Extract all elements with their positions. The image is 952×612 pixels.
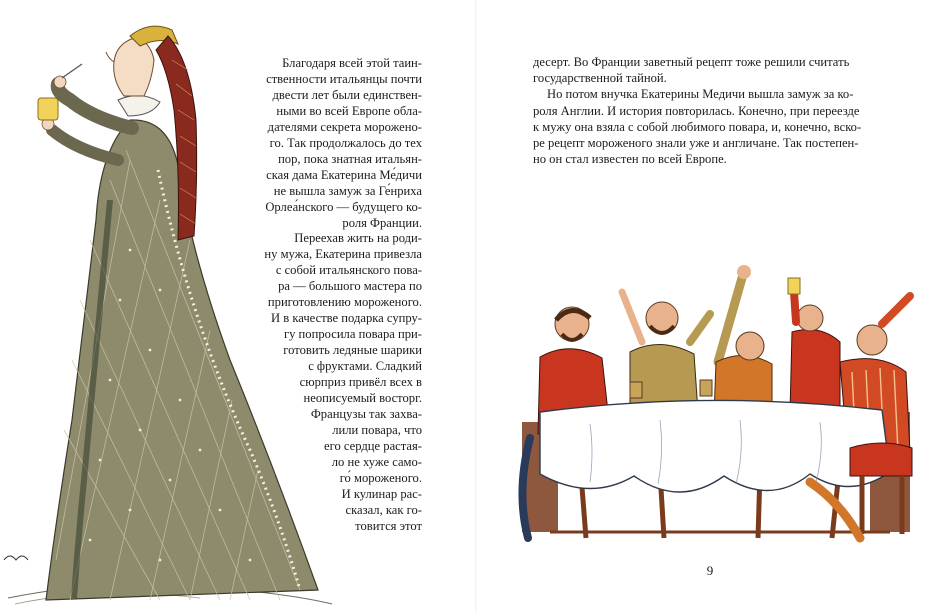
text-line: го. Так продолжалось до тех [269, 135, 422, 150]
text-line: ственности итальянцы почти [266, 71, 422, 86]
text-line: ре рецепт мороженого знали уже и англичане. Так постепен- [533, 136, 859, 151]
text-line: сказал, как го- [345, 502, 422, 517]
text-line: гу попросила повара при- [283, 327, 422, 342]
text-line: но он стал известен по всей Европе. [533, 152, 727, 167]
text-line: Переехав жить на роди- [294, 231, 422, 246]
text-line: Французы так захва- [310, 406, 422, 421]
text-line: готовить ледяные шарики [283, 343, 422, 358]
text-line: лили повара, что [332, 422, 422, 437]
text-line: роля Франции. [342, 215, 422, 230]
text-line: двести лет были единствен- [272, 87, 422, 102]
text-line: го́ мороженого. [339, 470, 422, 485]
right-text-column [533, 54, 889, 167]
text-line: к мужу она взяла с собой любимого повара, и, конечно, вско- [533, 119, 862, 134]
text-line: товится этот [355, 518, 422, 533]
text-line: Благодаря всей этой таин- [282, 56, 422, 70]
text-line: приготовлению мороженого. [267, 295, 422, 310]
text-line: неописуемый восторг. [303, 391, 422, 406]
text-line: пор, пока знатная итальян- [278, 151, 422, 166]
text-line: ными во всей Европе обла- [276, 103, 422, 118]
text-line: государственной тайной. [533, 71, 667, 86]
left-text-column [0, 56, 422, 535]
text-line: ская дама Екатерина Ме́дичи [266, 167, 422, 182]
text-line: ну мужа, Екатерина привезла [264, 247, 422, 262]
page-number: 9 [706, 563, 714, 578]
text-line: Но потом внучка Екатерины Медичи вышла замуж за ко- [547, 87, 854, 102]
text-line: ло не хуже само- [331, 454, 422, 469]
text-line: роля Англии. И история повторилась. Конечно, при переезде [533, 103, 860, 118]
text-line: ра — большого мастера по [278, 279, 422, 294]
text-line: десерт. Во Франции заветный рецепт тоже решили считать [533, 55, 850, 69]
text-line: Орлеа́нского — будущего ко- [265, 199, 422, 214]
text-line: с фруктами. Сладкий [308, 359, 422, 374]
text-line: его сердце растая- [324, 438, 422, 453]
text-line: И кулинар рас- [341, 486, 422, 501]
text-line: И в качестве подарка супру- [270, 311, 422, 326]
text-line: сюрприз привёл всех в [299, 375, 422, 390]
banquet-illustration [510, 262, 925, 552]
text-line: не вышла замуж за Ге́нриха [273, 183, 422, 198]
text-line: с собой итальянского пова- [275, 263, 422, 278]
text-line: дателями секрета морожено- [267, 119, 422, 134]
